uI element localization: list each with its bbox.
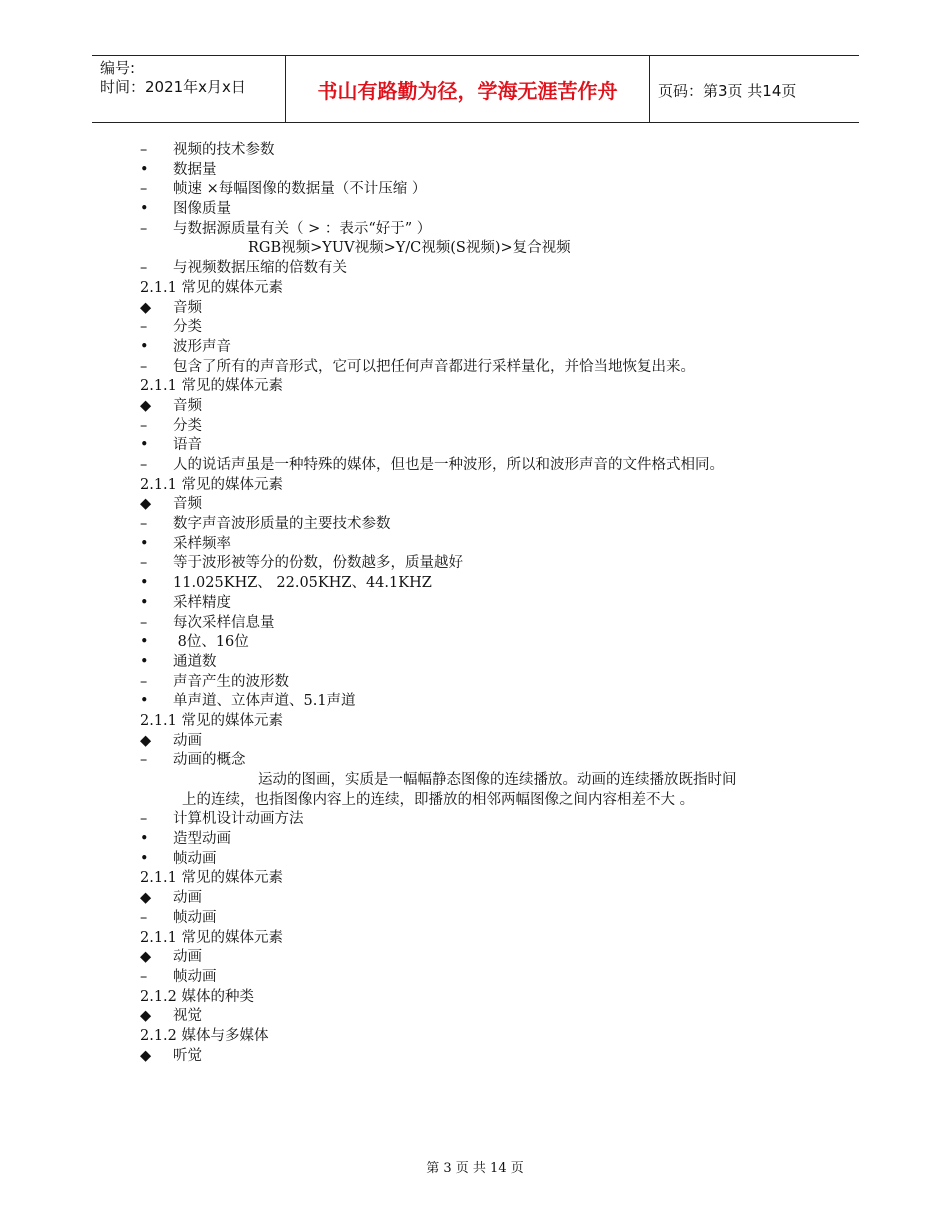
list-item <box>140 889 840 909</box>
text-line <box>140 869 840 889</box>
line-text: 与数据源质量有关（ > ：表示“好于” ） <box>173 220 432 237</box>
line-text: 包含了所有的声音形式，它可以把任何声音都进行采样量化，并恰当地恢复出来。 <box>173 358 695 375</box>
line-text: 动画 <box>173 949 202 966</box>
line-text: 2.1.1 常见的媒体元素 <box>140 279 284 296</box>
line-text: 音频 <box>173 496 202 513</box>
line-text: 单声道、立体声道、5.1声道 <box>173 693 356 710</box>
line-text: 视频的技术参数 <box>173 142 275 158</box>
line-text: 动画 <box>173 890 202 907</box>
list-item <box>140 810 840 830</box>
list-item <box>140 948 840 968</box>
line-text: 采样精度 <box>173 594 231 611</box>
line-text: 2.1.1 常见的媒体元素 <box>140 712 284 729</box>
line-text: 8位、16位 <box>173 634 249 651</box>
text-line <box>140 377 840 397</box>
line-text: 2.1.2 媒体与多媒体 <box>140 1027 269 1044</box>
list-item <box>140 732 840 752</box>
list-item <box>140 968 840 988</box>
dash-bullet-icon: – <box>140 260 148 277</box>
line-text: 运动的图画，实质是一幅幅静态图像的连续播放。动画的连续播放既指时间 <box>258 772 737 788</box>
list-item <box>140 751 840 771</box>
diamond-bullet-icon: ◆ <box>140 299 152 316</box>
line-text: 2.1.2 媒体的种类 <box>140 988 255 1005</box>
line-text: 2.1.1 常见的媒体元素 <box>140 378 284 395</box>
text-line <box>140 1027 840 1047</box>
dot-bullet-icon: • <box>140 201 149 218</box>
dash-bullet-icon: – <box>140 417 148 434</box>
list-item <box>140 692 840 712</box>
line-text: 采样频率 <box>173 535 231 552</box>
line-text: 11.025KHZ、 22.05KHZ、44.1KHZ <box>173 575 432 592</box>
dot-bullet-icon: • <box>140 850 149 867</box>
list-item <box>140 850 840 870</box>
list-item <box>140 633 840 653</box>
header-page-info: 页码：第3页 共14页 <box>658 82 797 100</box>
line-text: 分类 <box>173 319 202 336</box>
line-text: 分类 <box>173 417 202 434</box>
document-body <box>140 141 840 1066</box>
diamond-bullet-icon: ◆ <box>140 397 152 414</box>
dot-bullet-icon: • <box>140 653 149 670</box>
text-line <box>140 988 840 1008</box>
page-footer: 第 3 页 共 14 页 <box>426 1161 524 1176</box>
line-text: 每次采样信息量 <box>173 614 275 631</box>
header-divider-right <box>649 56 650 122</box>
dot-bullet-icon: • <box>140 161 149 178</box>
dash-bullet-icon: – <box>140 752 148 769</box>
line-text: 听觉 <box>173 1047 202 1064</box>
text-line <box>140 476 840 496</box>
list-item <box>140 554 840 574</box>
list-item <box>140 161 840 181</box>
list-item <box>140 220 840 240</box>
line-text: 等于波形被等分的份数，份数越多，质量越好 <box>173 555 463 572</box>
line-text: 造型动画 <box>173 831 231 848</box>
list-item <box>140 180 840 200</box>
list-item <box>140 397 840 417</box>
line-text: 语音 <box>173 437 202 454</box>
line-text: 计算机设计动画方法 <box>173 811 304 828</box>
list-item <box>140 495 840 515</box>
list-item <box>140 515 840 535</box>
text-line <box>140 712 840 732</box>
list-item <box>140 1007 840 1027</box>
list-item <box>140 673 840 693</box>
list-item <box>140 594 840 614</box>
line-text: RGB视频>YUV视频>Y/C视频(S视频)>复合视频 <box>248 240 571 257</box>
line-text: 帧动画 <box>173 968 217 985</box>
dot-bullet-icon: • <box>140 535 149 552</box>
dash-bullet-icon: – <box>140 614 148 631</box>
list-item <box>140 141 840 161</box>
line-text: 2.1.1 常见的媒体元素 <box>140 870 284 887</box>
diamond-bullet-icon: ◆ <box>140 1008 152 1025</box>
line-text: 2.1.1 常见的媒体元素 <box>140 929 284 946</box>
dash-bullet-icon: – <box>140 358 148 375</box>
line-text: 人的说话声虽是一种特殊的媒体，但也是一种波形，所以和波形声音的文件格式相同。 <box>173 457 724 473</box>
diamond-bullet-icon: ◆ <box>140 496 152 513</box>
line-text: 音频 <box>173 397 202 414</box>
dot-bullet-icon: • <box>140 437 149 454</box>
text-line <box>140 771 840 791</box>
line-text: 动画 <box>173 732 202 749</box>
header-left-cell <box>100 59 246 97</box>
diamond-bullet-icon: ◆ <box>140 1047 152 1064</box>
line-text: 图像质量 <box>173 201 231 218</box>
line-text: 数据量 <box>173 161 217 178</box>
list-item <box>140 436 840 456</box>
dash-bullet-icon: – <box>140 555 148 572</box>
line-text: 通道数 <box>173 653 217 670</box>
text-line <box>140 279 840 299</box>
diamond-bullet-icon: ◆ <box>140 949 152 966</box>
diamond-bullet-icon: ◆ <box>140 890 152 907</box>
list-item <box>140 318 840 338</box>
list-item <box>140 574 840 594</box>
dot-bullet-icon: • <box>140 575 149 592</box>
line-text: 上的连续，也指图像内容上的连续，即播放的相邻两幅图像之间内容相差不大 。 <box>182 791 695 808</box>
dash-bullet-icon: – <box>140 181 148 198</box>
header-motto: 书山有路勤为径，学海无涯苦作舟 <box>317 78 618 103</box>
dash-bullet-icon: – <box>140 142 148 158</box>
diamond-bullet-icon: ◆ <box>140 732 152 749</box>
text-line <box>140 791 840 811</box>
list-item <box>140 614 840 634</box>
list-item <box>140 653 840 673</box>
line-text: 帧动画 <box>173 909 217 926</box>
list-item <box>140 909 840 929</box>
line-text: 与视频数据压缩的倍数有关 <box>173 260 347 277</box>
dash-bullet-icon: – <box>140 319 148 336</box>
line-text: 帧速 ×每幅图像的数据量（不计压缩 ） <box>173 181 427 198</box>
line-text: 音频 <box>173 299 202 316</box>
text-line <box>140 239 840 259</box>
list-item <box>140 200 840 220</box>
list-item <box>140 535 840 555</box>
dot-bullet-icon: • <box>140 634 149 651</box>
dash-bullet-icon: – <box>140 673 148 690</box>
dot-bullet-icon: • <box>140 693 149 710</box>
line-text: 波形声音 <box>173 338 231 355</box>
dash-bullet-icon: – <box>140 968 148 985</box>
list-item <box>140 456 840 476</box>
list-item <box>140 358 840 378</box>
list-item <box>140 830 840 850</box>
page-header <box>92 55 859 123</box>
dot-bullet-icon: • <box>140 338 149 355</box>
dash-bullet-icon: – <box>140 516 148 533</box>
dash-bullet-icon: – <box>140 220 148 237</box>
line-text: 视觉 <box>173 1008 202 1025</box>
line-text: 声音产生的波形数 <box>173 673 289 690</box>
time-label: 时间：2021年x月x日 <box>100 78 246 96</box>
list-item <box>140 417 840 437</box>
text-line <box>140 929 840 949</box>
list-item <box>140 299 840 319</box>
list-item <box>140 1047 840 1067</box>
dash-bullet-icon: – <box>140 909 148 926</box>
list-item <box>140 259 840 279</box>
number-label: 编号: <box>100 59 136 77</box>
dot-bullet-icon: • <box>140 831 149 848</box>
line-text: 帧动画 <box>173 850 217 867</box>
line-text: 数字声音波形质量的主要技术参数 <box>173 516 391 533</box>
line-text: 动画的概念 <box>173 752 246 769</box>
line-text: 2.1.1 常见的媒体元素 <box>140 476 284 493</box>
list-item <box>140 338 840 358</box>
dot-bullet-icon: • <box>140 594 149 611</box>
dash-bullet-icon: – <box>140 457 148 473</box>
dash-bullet-icon: – <box>140 811 148 828</box>
